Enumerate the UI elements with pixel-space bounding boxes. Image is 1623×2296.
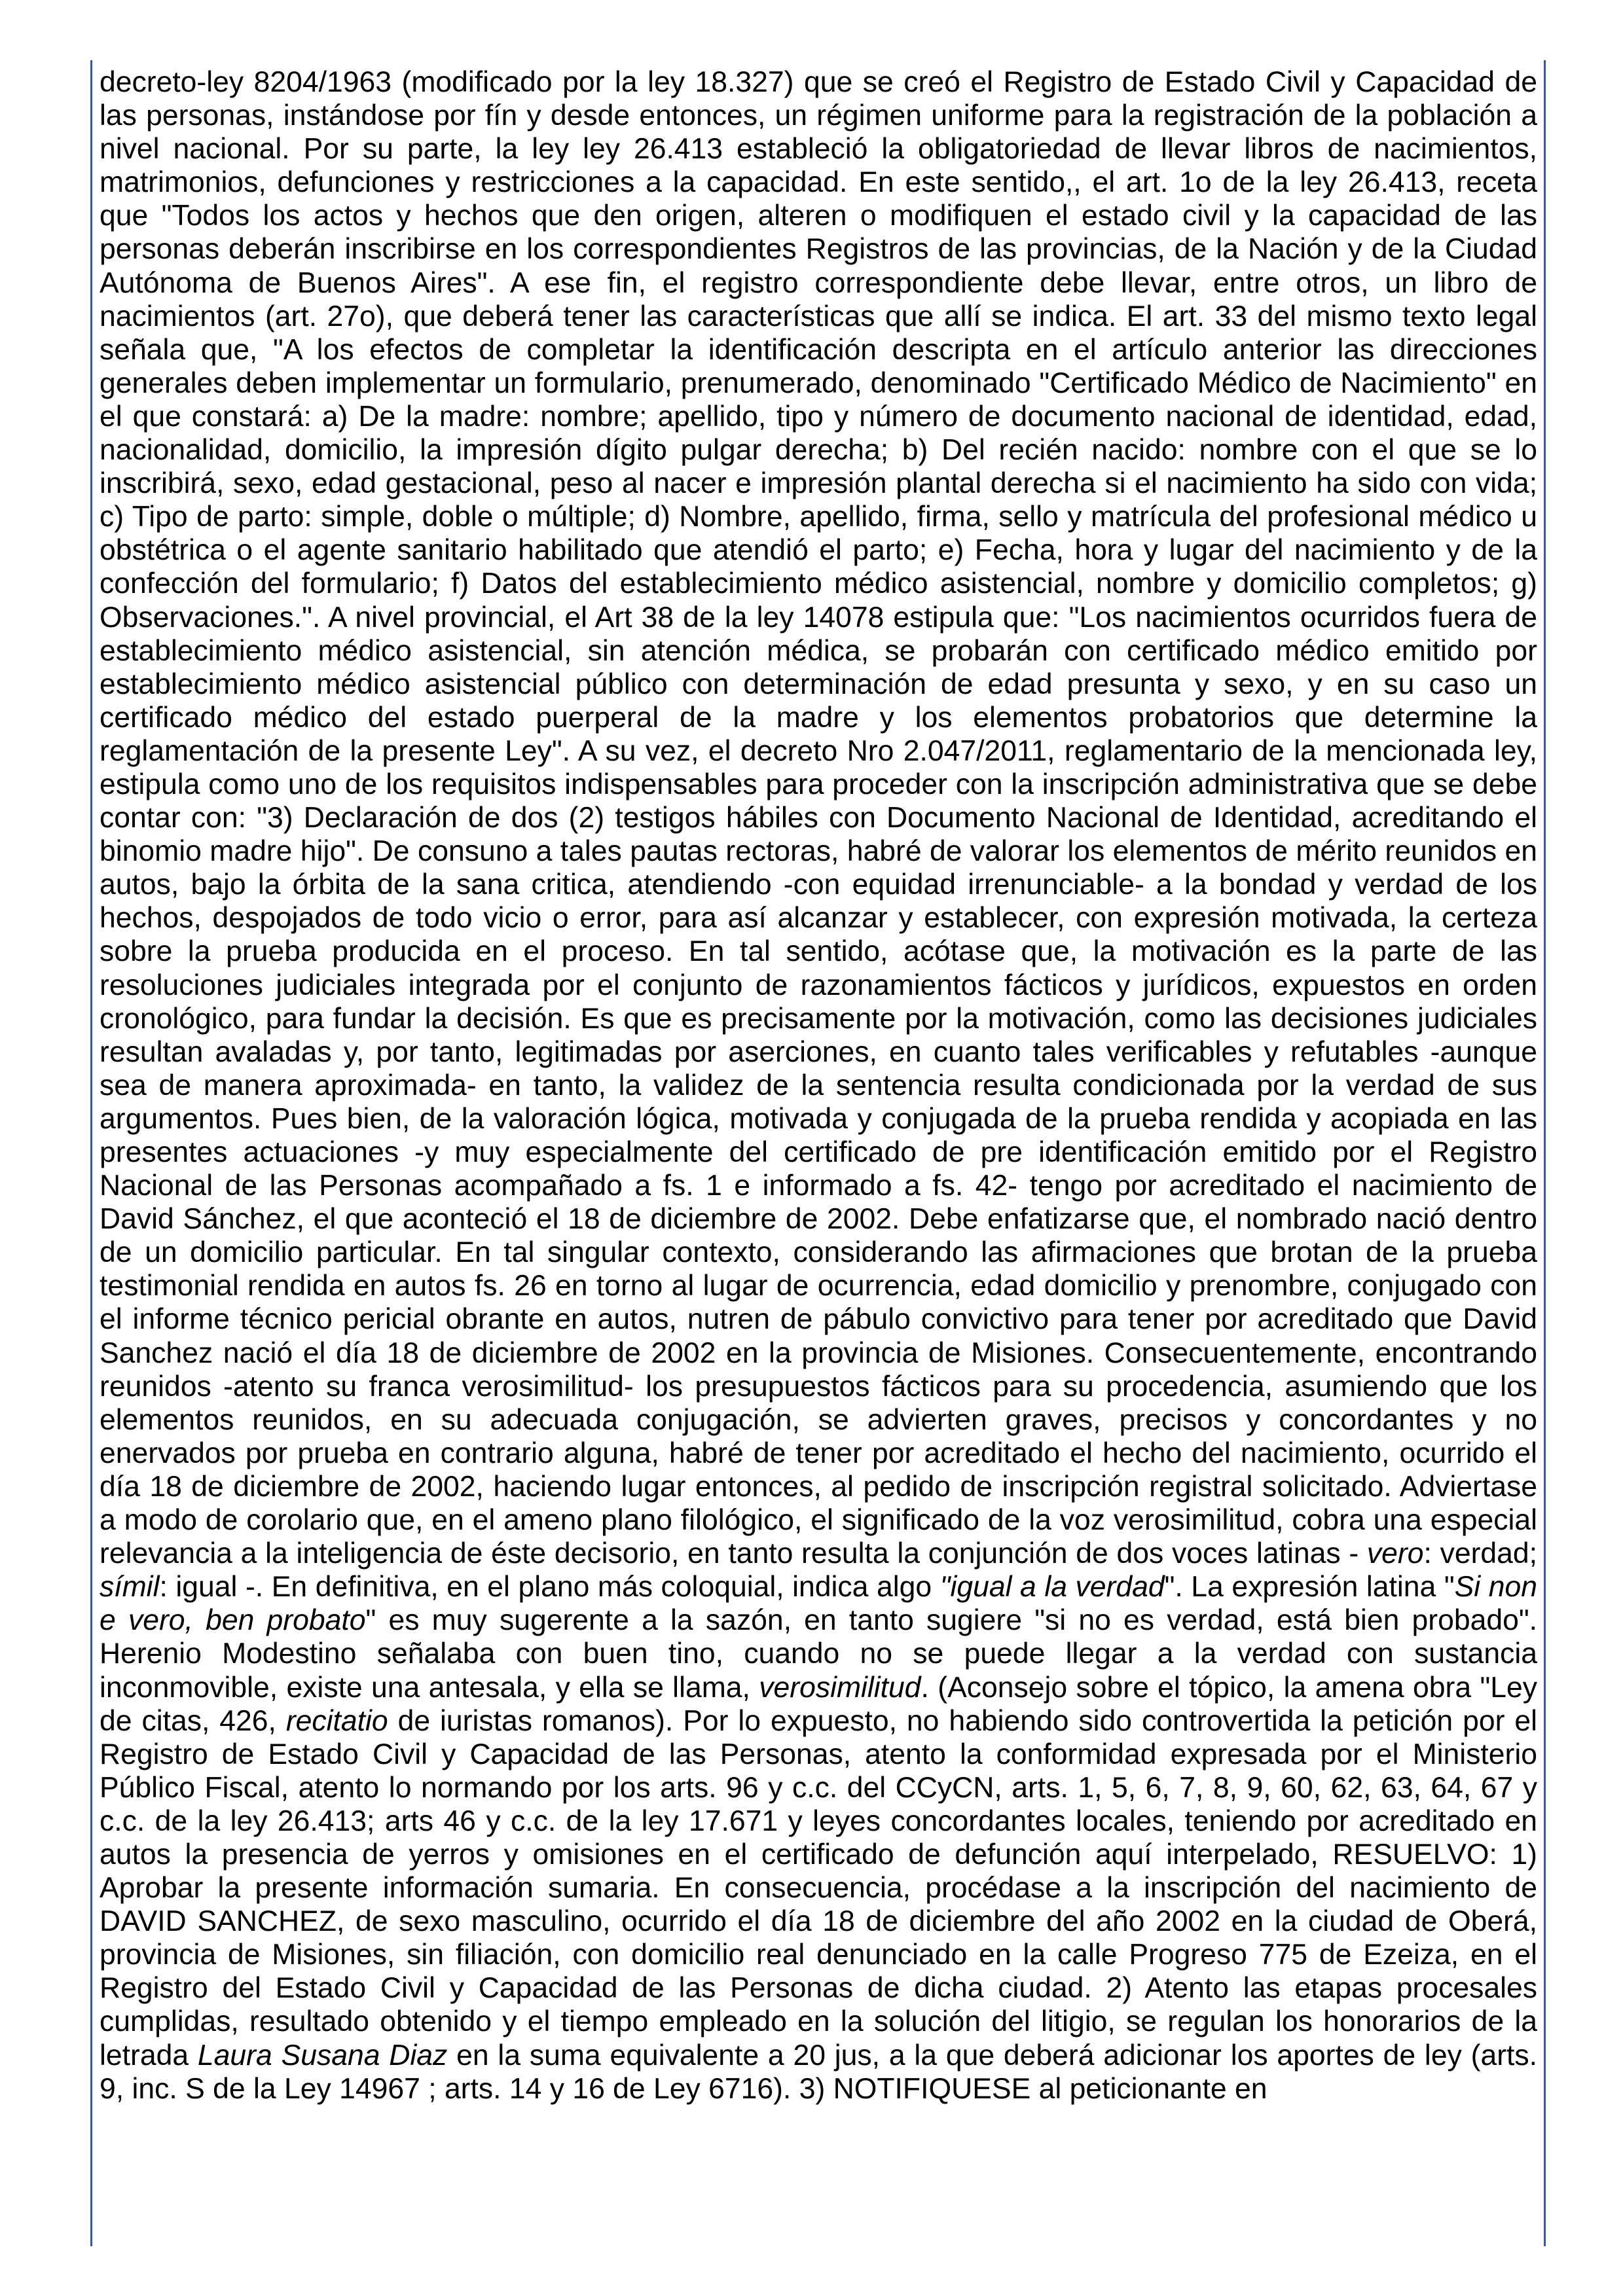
text-run: . (Aconsejo sobre el tópico, la amena obra "Ley de citas, 426, xyxy=(100,1671,1537,1737)
left-margin-rule xyxy=(90,60,92,2246)
italic-text-run: verosimilitud xyxy=(759,1671,921,1704)
italic-text-run: símil xyxy=(100,1571,160,1604)
text-run: decreto-ley 8204/1963 (modificado por la ley 18.327) que se creó el Registro de Estado Civil y Capacidad de las personas, instándose por fín y desde entonces, un régimen uniforme para la registración de la población a nivel nacional. Por su parte, la ley ley 26.413 estableció la obligatoriedad de llevar libros de nacimientos, matrimonios, defunciones y restricciones a la capacidad. En este sentido,, el art. 1o de la ley 26.413, receta que "Todos los actos y hechos que den origen, alteren o modifiquen el estado civil y la capacidad de las personas deberán inscribirse en los correspondientes Registros de las provincias, de la Nación y de la Ciudad Autónoma de Buenos Aires". A ese fin, el registro correspondiente debe llevar, entre otros, un libro de nacimientos (art. 27o), que deberá tener las características que allí se indica. El art. 33 del mismo texto legal señala que, "A los efectos de completar la identificación descripta en el artículo anterior las direcciones generales deben implementar un formulario, prenumerado, denominado "Certificado Médico de Nacimiento" en el que constará: a) De la madre: nombre; apellido, tipo y número de documento nacional de identidad, edad, nacionalidad, domicilio, la impresión dígito pulgar derecha; b) Del recién nacido: nombre con el que se lo inscribirá, sexo, edad gestacional, peso al nacer e impresión plantal derecha si el nacimiento ha sido con vida; c) Tipo de parto: simple, doble o múltiple; d) Nombre, apellido, firma, sello y matrícula del profesional médico u obstétrica o el agente sanitario habilitado que atendió el parto; e) Fecha, hora y lugar del nacimiento y de la confección del formulario; f) Datos del establecimiento médico asistencial, nombre y domicilio completos; g) Observaciones.". A nivel provincial, el Art 38 de la ley 14078 estipula que: "Los nacimientos ocurridos fuera de establecimiento médico asistencial, sin atención médica, se probarán con certificado médico emitido por establecimiento médico asistencial público con determinación de edad presunta y sexo, y en su caso un certificado médico del estado puerperal de la madre y los elementos probatorios que determine la reglamentación de la presente Ley". A su vez, el decreto Nro 2.047/2011, reglamentario de la mencionada ley, estipula como uno de los requisitos indispensables para proceder con la inscripción administrativa que se debe contar con: "3) Declaración de dos (2) testigos hábiles con Documento Nacional de Identidad, acreditando el binomio madre hijo". De consuno a tales pautas rectoras, habré de valorar los elementos de mérito reunidos en autos, bajo la órbita de la sana critica, atendiendo -con equidad irrenunciable- a la bondad y verdad de los hechos, despojados de todo vicio o error, para así alcanzar y establecer, con expresión motivada, la certeza sobre la prueba producida en el proceso. En tal sentido, acótase que, la motivación es la parte de las resoluciones judiciales integrada por el conjunto de razonamientos fácticos y jurídicos, expuestos en orden cronológico, para fundar la decisión. Es que es precisamente por la motivación, como las decisiones judiciales resultan avaladas y, por tanto, legitimadas por aserciones, en cuanto tales verificables y refutables -aunque sea de manera aproximada- en tanto, la validez de la sentencia resulta condicionada por la verdad de sus argumentos. Pues bien, de la valoración lógica, motivada y conjugada de la prueba rendida y acopiada en las presentes actuaciones -y muy especialmente del certificado de pre identificación emitido por el Registro Nacional de las Personas acompañado a fs. 1 e informado a fs. 42- tengo por acreditado el nacimiento de David Sánchez, el que aconteció el 18 de diciembre de 2002. Debe enfatizarse que, el nombrado nació dentro de un domicilio particular. En tal singular contexto, considerando las afirmaciones que brotan de la prueba testimonial rendida en autos fs. 26 en torno al lugar de ocurrencia, edad domicilio y prenombre, conjugado con el informe técnico pericial obrante en autos, nutren de pábulo convictivo para tener por acreditado que David Sanchez nació el día 18 de diciembre de 2002 en la provincia de Misiones. Consecuentemente, encontrando reunidos -atento su franca verosimilitud- los presupuestos fácticos para su procedencia, asumiendo que los elementos reunidos, en su adecuada conjugación, se advierten graves, precisos y concordantes y no enervados por prueba en contrario alguna, habré de tener por acreditado el hecho del nacimiento, ocurrido el día 18 de diciembre de 2002, haciendo lugar entonces, al pedido de inscripción registral solicitado. Adviertase a modo de corolario que, en el ameno plano filológico, el significado de la voz verosimilitud, cobra una especial relevancia a la inteligencia de éste decisorio, en tanto resulta la conjunción de dos voces latinas - xyxy=(100,66,1537,1570)
italic-text-run: Laura Susana Diaz xyxy=(197,2039,448,2072)
text-run: de iuristas romanos). Por lo expuesto, no habiendo sido controvertida la petición por el Registro de Estado Civil y Capacidad de las Personas, atento la conformidad expresada por el Ministerio Público Fiscal, atento lo normando por los arts. 96 y c.c. del CCyCN, arts. 1, 5, 6, 7, 8, 9, 60, 62, 63, 64, 67 y c.c. de la ley 26.413; arts 46 y c.c. de la ley 17.671 y leyes concordantes locales, teniendo por acreditado en autos la presencia de yerros y omisiones en el certificado de defunción aquí interpelado, RESUELVO: 1) Aprobar la presente información sumaria. En consecuencia, procédase a la inscripción del nacimiento de DAVID SANCHEZ, de sexo masculino, ocurrido el día 18 de diciembre del año 2002 en la ciudad de Oberá, provincia de Misiones, sin filiación, con domicilio real denunciado en la calle Progreso 775 de Ezeiza, en el Registro del Estado Civil y Capacidad de las Personas de dicha ciudad. 2) Atento las etapas procesales cumplidas, resultado obtenido y el tiempo empleado en la solución del litigio, se regulan los honorarios de la letrada xyxy=(100,1704,1537,2072)
right-margin-rule xyxy=(1544,60,1546,2246)
text-run: : igual -. En definitiva, en el plano más coloquial, indica algo xyxy=(159,1571,940,1604)
italic-text-run: vero xyxy=(1366,1537,1424,1570)
italic-text-run: "igual a la verdad xyxy=(939,1571,1165,1604)
text-run: en la suma equivalente a 20 jus, a la que deberá adicionar los aportes de ley (arts. 9, inc. S de la Ley 14967 ; arts. 14 y 16 de Ley 6716). 3) NOTIFIQUESE al peticionante en xyxy=(100,2039,1537,2105)
text-run: ". La expresión latina " xyxy=(1164,1571,1455,1604)
italic-text-run: recitatio xyxy=(285,1704,388,1737)
text-run: : verdad; xyxy=(1423,1537,1537,1570)
text-run: " es muy sugerente a la sazón, en tanto sugiere "si no es verdad, está bien probado". Herenio Modestino señalaba con buen tino, cuando no se puede llegar a la verdad con sustancia inconmovible, existe una antesala, y ella se llama, xyxy=(100,1604,1537,1704)
italic-text-run: Si non e vero, ben probato xyxy=(100,1571,1537,1637)
resolution-body-text xyxy=(100,65,1537,2106)
